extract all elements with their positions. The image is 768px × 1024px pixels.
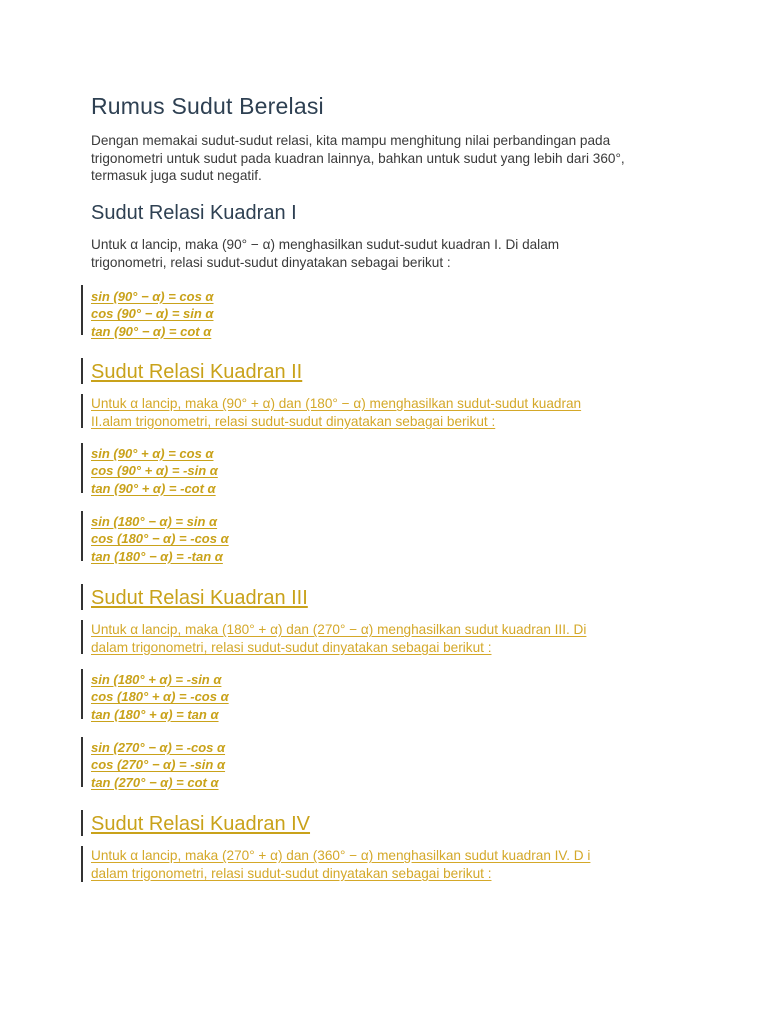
quote-bar [81,443,83,493]
formula-line[interactable]: cos (90° − α) = sin α [91,306,214,322]
section-2-text-line[interactable]: II.alam trigonometri, relasi sudut-sudut dinyatakan sebagai berikut : [91,413,496,429]
section-4-text[interactable] [91,847,691,882]
quote-bar [81,584,83,610]
section-1-heading: Sudut Relasi Kuadran I [91,202,297,224]
section-3-text-line[interactable]: dalam trigonometri, relasi sudut-sudut dinyatakan sebagai berikut : [91,639,492,655]
section-2-text-line[interactable]: Untuk α lancip, maka (90° + α) dan (180° − α) menghasilkan sudut-sudut kuadran [91,396,582,411]
section-3-text-line[interactable]: Untuk α lancip, maka (180° + α) dan (270° − α) menghasilkan sudut kuadran III. Di [91,622,587,637]
formula-line[interactable]: cos (180° + α) = -cos α [91,689,229,705]
quote-bar [81,669,83,719]
quote-bar [81,810,83,836]
formula-line[interactable]: cos (270° − α) = -sin α [91,757,226,773]
quote-bar [81,285,83,335]
section-2-text[interactable] [91,395,691,430]
section-3-text[interactable] [91,621,691,656]
formula-line[interactable]: tan (90° − α) = cot α [91,323,212,339]
page-title: Rumus Sudut Berelasi [91,93,324,119]
quote-bar [81,358,83,384]
formula-line[interactable]: tan (180° + α) = tan α [91,706,219,722]
formula-line[interactable]: sin (90° − α) = cos α [91,289,214,304]
quote-bar [81,394,83,428]
formula-line[interactable]: sin (180° + α) = -sin α [91,672,222,687]
formula-group-3a [91,671,229,723]
formula-group-1 [91,288,213,340]
formula-line[interactable]: cos (90° + α) = -sin α [91,463,218,479]
quote-bar [81,846,83,882]
formula-line[interactable]: sin (270° − α) = -cos α [91,740,226,755]
formula-line[interactable]: tan (180° − α) = -tan α [91,548,223,564]
intro-paragraph: Dengan memakai sudut-sudut relasi, kita mampu menghitung nilai perbandingan pada trigonometri untuk sudut pada kuadran lainnya, bahkan untuk sudut yang lebih dari 360°, termasuk juga sudut negatif. [91,133,625,184]
formula-line[interactable]: tan (270° − α) = cot α [91,774,219,790]
formula-group-2b [91,513,229,565]
formula-group-3b [91,739,225,791]
section-4-text-line[interactable]: Untuk α lancip, maka (270° + α) dan (360° − α) menghasilkan sudut kuadran IV. D i [91,848,591,863]
section-3-heading[interactable]: Sudut Relasi Kuadran III [91,587,308,609]
formula-line[interactable]: sin (90° + α) = cos α [91,446,214,461]
section-4-heading[interactable]: Sudut Relasi Kuadran IV [91,813,311,835]
quote-bar [81,737,83,787]
section-4-text-line[interactable]: dalam trigonometri, relasi sudut-sudut dinyatakan sebagai berikut : [91,865,492,881]
quote-bar [81,511,83,561]
formula-line[interactable]: cos (180° − α) = -cos α [91,531,229,547]
section-2-heading[interactable]: Sudut Relasi Kuadran II [91,361,303,383]
quote-bar [81,620,83,654]
formula-group-2a [91,445,218,497]
section-1-text: Untuk α lancip, maka (90° − α) menghasilkan sudut-sudut kuadran I. Di dalam trigonometri, relasi sudut-sudut dinyatakan sebagai berikut : [91,237,560,270]
formula-line[interactable]: sin (180° − α) = sin α [91,514,218,529]
formula-line[interactable]: tan (90° + α) = -cot α [91,480,216,496]
